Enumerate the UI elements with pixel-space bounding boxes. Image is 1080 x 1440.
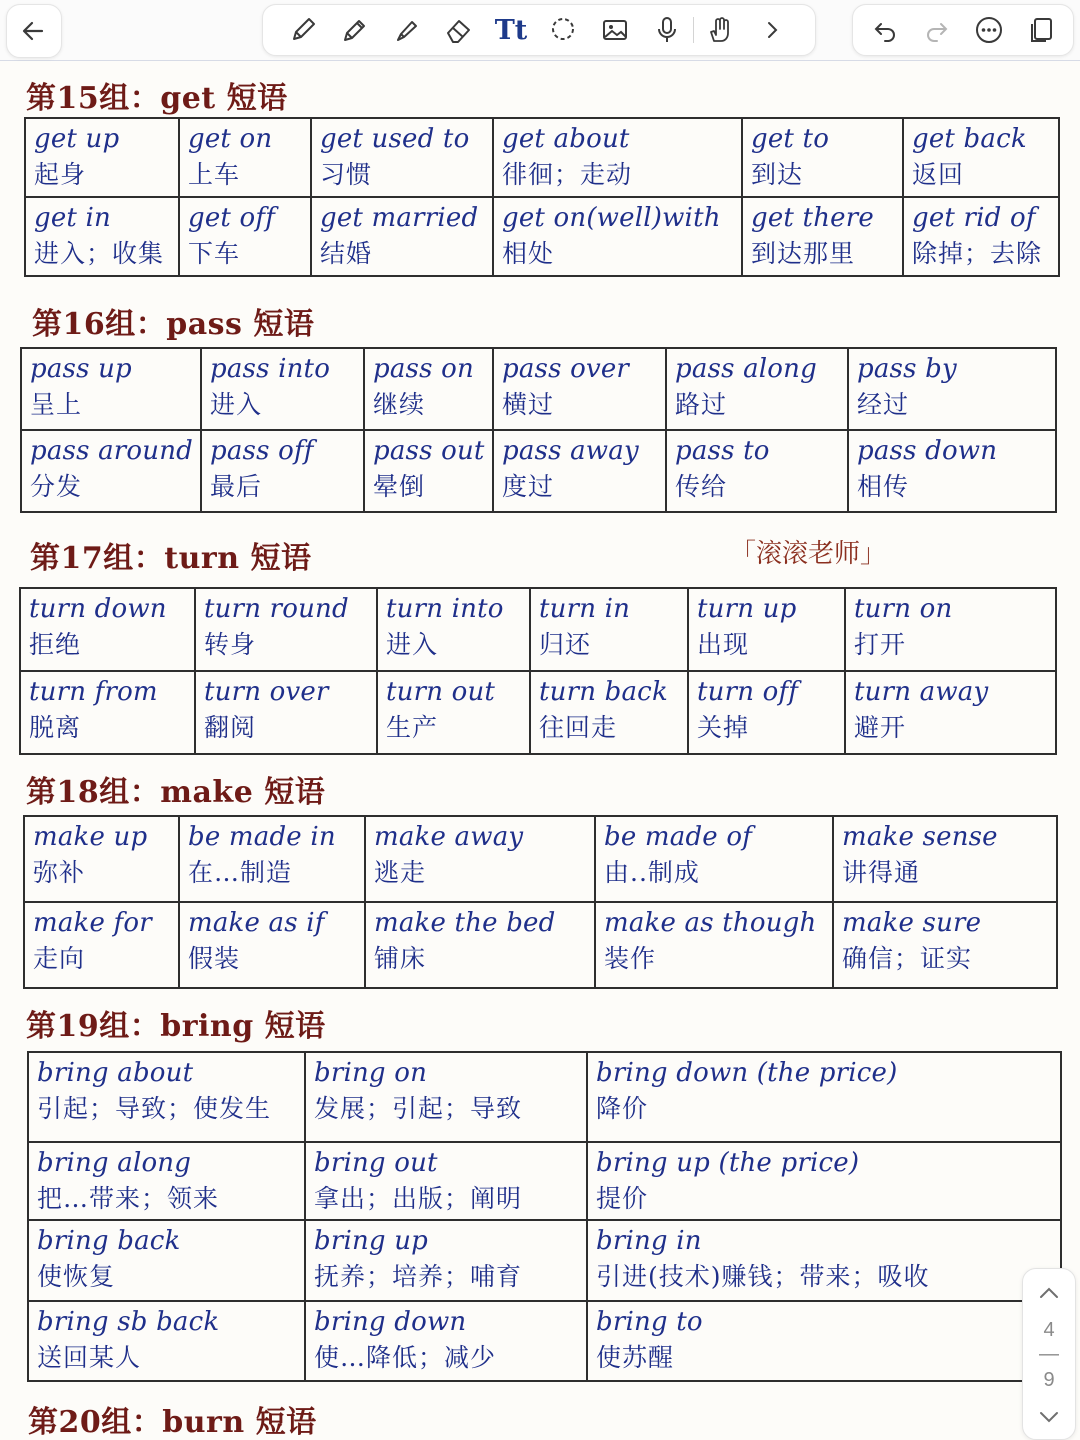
microphone-icon[interactable] xyxy=(641,4,693,56)
more-options-icon[interactable] xyxy=(963,4,1015,56)
phrase-cell xyxy=(20,671,195,754)
phrase-chinese: 拿出；出版；阐明 xyxy=(314,1184,523,1213)
phrase-english: pass up xyxy=(30,354,132,384)
phrase-chinese: 分发 xyxy=(30,472,83,501)
phrase-english: turn over xyxy=(204,677,329,707)
phrase-english: get used to xyxy=(320,124,470,154)
phrase-english: pass down xyxy=(857,436,998,466)
phrase-chinese: 习惯 xyxy=(320,160,373,189)
text-tool-glyph: Tt xyxy=(494,14,528,46)
phrase-cell xyxy=(195,671,377,754)
phrase-english: bring sb back xyxy=(37,1307,220,1337)
phrase-cell xyxy=(24,902,179,988)
page-down-icon[interactable] xyxy=(1037,1407,1061,1432)
phrase-chinese: 把…带来；领来 xyxy=(37,1184,220,1213)
phrase-chinese: 避开 xyxy=(854,713,907,742)
phrase-chinese: 提价 xyxy=(596,1184,649,1213)
phrase-chinese: 到达 xyxy=(751,160,804,189)
phrase-chinese: 上车 xyxy=(188,160,241,189)
phrase-chinese: 进入 xyxy=(386,630,439,659)
phrase-chinese: 经过 xyxy=(857,390,910,419)
phrase-chinese: 关掉 xyxy=(697,713,750,742)
table-row xyxy=(21,348,1056,430)
phrase-cell xyxy=(666,430,848,512)
phrase-english: turn down xyxy=(29,594,167,624)
phrase-cell xyxy=(377,671,530,754)
phrase-english: make sure xyxy=(842,908,982,938)
image-tool-icon[interactable] xyxy=(589,4,641,56)
phrase-cell xyxy=(179,197,311,276)
phrase-cell xyxy=(493,118,742,197)
phrase-table-make xyxy=(23,815,1058,989)
phrase-english: make as if xyxy=(188,908,325,938)
table-row xyxy=(20,671,1056,754)
phrase-chinese: 路过 xyxy=(675,390,728,419)
phrase-chinese: 送回某人 xyxy=(37,1343,142,1372)
phrase-english: make as though xyxy=(604,908,817,938)
phrase-english: turn back xyxy=(539,677,668,707)
phrase-cell xyxy=(25,118,179,197)
phrase-english: turn round xyxy=(204,594,349,624)
phrase-english: pass into xyxy=(210,354,331,384)
phrase-cell xyxy=(179,118,311,197)
phrase-english: pass out xyxy=(373,436,485,466)
phrase-cell xyxy=(903,118,1059,197)
phrase-cell xyxy=(666,348,848,430)
phrase-cell xyxy=(848,430,1056,512)
phrase-cell xyxy=(28,1052,305,1142)
hand-touch-icon[interactable] xyxy=(694,4,746,56)
pencil-tool-icon[interactable] xyxy=(329,4,381,56)
phrase-english: get on(well)with xyxy=(502,203,721,233)
phrase-cell xyxy=(305,1052,587,1142)
phrase-english: get up xyxy=(34,124,120,154)
phrase-chinese: 使…降低；减少 xyxy=(314,1343,497,1372)
table-row xyxy=(28,1052,1061,1142)
phrase-cell xyxy=(179,816,365,902)
section-heading-turn: 第17组：turn 短语 xyxy=(30,541,312,576)
phrase-cell xyxy=(28,1220,305,1301)
phrase-chinese: 假装 xyxy=(188,944,241,973)
phrase-chinese: 度过 xyxy=(502,472,555,501)
phrase-cell xyxy=(364,430,493,512)
phrase-cell xyxy=(179,902,365,988)
phrase-cell xyxy=(587,1052,1061,1142)
phrase-table-turn xyxy=(19,587,1057,755)
phrase-english: turn up xyxy=(697,594,797,624)
phrase-chinese: 转身 xyxy=(204,630,257,659)
phrase-chinese: 引进(技术)赚钱；带来；吸收 xyxy=(596,1262,930,1291)
phrase-cell xyxy=(688,671,845,754)
pen-tool-icon[interactable] xyxy=(277,4,329,56)
teacher-signature: 「滚滚老师」 xyxy=(730,539,887,569)
phrase-cell xyxy=(493,348,666,430)
phrase-english: turn off xyxy=(697,677,799,707)
section-heading-pass: 第16组：pass 短语 xyxy=(32,307,315,342)
phrase-english: get to xyxy=(751,124,830,154)
phrase-chinese: 使苏醒 xyxy=(596,1343,675,1372)
actions-bar xyxy=(852,4,1074,56)
phrase-english: pass on xyxy=(373,354,474,384)
section-heading-bring: 第19组：bring 短语 xyxy=(26,1009,326,1044)
phrase-cell xyxy=(365,816,595,902)
phrase-cell xyxy=(28,1301,305,1381)
table-row xyxy=(21,430,1056,512)
phrase-english: get married xyxy=(320,203,479,233)
phrase-english: bring about xyxy=(37,1058,194,1088)
phrase-cell xyxy=(201,348,364,430)
undo-icon[interactable] xyxy=(859,4,911,56)
phrase-chinese: 最后 xyxy=(210,472,263,501)
phrase-cell xyxy=(742,118,903,197)
phrase-cell xyxy=(833,816,1057,902)
phrase-english: bring up (the price) xyxy=(596,1148,860,1178)
phrase-english: bring up xyxy=(314,1226,429,1256)
phrase-english: make for xyxy=(33,908,152,938)
phrase-cell xyxy=(195,588,377,671)
phrase-chinese: 降价 xyxy=(596,1094,649,1123)
phrase-chinese: 相处 xyxy=(502,239,555,268)
phrase-english: pass around xyxy=(30,436,194,466)
phrase-english: bring down (the price) xyxy=(596,1058,898,1088)
phrase-english: turn from xyxy=(29,677,158,707)
phrase-english: be made in xyxy=(188,822,336,852)
phrase-chinese: 确信；证实 xyxy=(842,944,973,973)
drawing-tools-bar xyxy=(262,4,816,56)
phrase-english: get off xyxy=(188,203,276,233)
phrase-chinese: 下车 xyxy=(188,239,241,268)
phrase-chinese: 除掉；去除 xyxy=(912,239,1043,268)
phrase-chinese: 讲得通 xyxy=(842,858,921,887)
phrase-cell xyxy=(845,671,1056,754)
phrase-english: bring in xyxy=(596,1226,702,1256)
phrase-chinese: 使恢复 xyxy=(37,1262,116,1291)
phrase-english: turn in xyxy=(539,594,631,624)
phrase-cell xyxy=(595,816,833,902)
phrase-english: turn out xyxy=(386,677,496,707)
phrase-english: get in xyxy=(34,203,112,233)
phrase-cell xyxy=(595,902,833,988)
phrase-english: bring down xyxy=(314,1307,467,1337)
phrase-english: make the bed xyxy=(374,908,556,938)
phrase-chinese: 弥补 xyxy=(33,858,86,887)
phrase-english: make sense xyxy=(842,822,998,852)
phrase-english: get rid of xyxy=(912,203,1036,233)
current-page-number: 4 xyxy=(1043,1319,1055,1341)
phrase-english: bring on xyxy=(314,1058,428,1088)
phrase-cell xyxy=(305,1301,587,1381)
highlighter-tool-icon[interactable] xyxy=(381,4,433,56)
phrase-english: turn away xyxy=(854,677,989,707)
phrase-cell xyxy=(587,1301,1061,1381)
phrase-chinese: 往回走 xyxy=(539,713,618,742)
section-heading-burn: 第20组：burn 短语 xyxy=(28,1405,317,1440)
phrase-table-get xyxy=(24,117,1060,277)
phrase-english: pass by xyxy=(857,354,957,384)
phrase-cell xyxy=(742,197,903,276)
phrase-english: be made of xyxy=(604,822,753,852)
table-row xyxy=(24,816,1057,902)
phrase-chinese: 引起；导致；使发生 xyxy=(37,1094,272,1123)
phrase-cell xyxy=(28,1142,305,1220)
total-page-number: 9 xyxy=(1043,1369,1055,1391)
phrase-cell xyxy=(530,671,688,754)
phrase-cell xyxy=(25,197,179,276)
phrase-table-pass xyxy=(20,347,1057,513)
table-row xyxy=(25,118,1059,197)
top-toolbar xyxy=(0,0,1080,61)
phrase-cell xyxy=(688,588,845,671)
phrase-chinese: 铺床 xyxy=(374,944,427,973)
phrase-chinese: 起身 xyxy=(34,160,87,189)
phrase-english: turn into xyxy=(386,594,504,624)
phrase-cell xyxy=(24,816,179,902)
phrase-cell xyxy=(365,902,595,988)
text-tool-icon[interactable] xyxy=(485,4,537,56)
phrase-chinese: 进入 xyxy=(210,390,263,419)
phrase-cell xyxy=(305,1220,587,1301)
table-row xyxy=(25,197,1059,276)
phrase-cell xyxy=(493,197,742,276)
phrase-english: bring back xyxy=(37,1226,181,1256)
phrase-cell xyxy=(21,430,201,512)
phrase-english: get about xyxy=(502,124,630,154)
phrase-chinese: 发展；引起；导致 xyxy=(314,1094,523,1123)
phrase-cell xyxy=(587,1142,1061,1220)
phrase-english: make up xyxy=(33,822,148,852)
page-separator: — xyxy=(1039,1343,1059,1365)
phrase-chinese: 出现 xyxy=(697,630,750,659)
lasso-tool-icon[interactable] xyxy=(537,4,589,56)
phrase-english: pass over xyxy=(502,354,630,384)
phrase-table-bring xyxy=(27,1051,1062,1382)
table-row xyxy=(28,1301,1061,1381)
phrase-chinese: 打开 xyxy=(854,630,907,659)
phrase-chinese: 进入；收集 xyxy=(34,239,165,268)
phrase-cell xyxy=(848,348,1056,430)
phrase-chinese: 抚养；培养；哺育 xyxy=(314,1262,523,1291)
phrase-english: bring along xyxy=(37,1148,192,1178)
phrase-english: pass away xyxy=(502,436,639,466)
phrase-cell xyxy=(311,118,493,197)
phrase-cell xyxy=(20,588,195,671)
phrase-cell xyxy=(21,348,201,430)
phrase-cell xyxy=(587,1220,1061,1301)
phrase-english: pass along xyxy=(675,354,817,384)
phrase-cell xyxy=(530,588,688,671)
phrase-english: make away xyxy=(374,822,524,852)
phrase-chinese: 逃走 xyxy=(374,858,427,887)
phrase-chinese: 走向 xyxy=(33,944,86,973)
chevron-right-icon[interactable] xyxy=(746,4,798,56)
back-arrow-icon xyxy=(7,5,59,57)
phrase-chinese: 脱离 xyxy=(29,713,82,742)
phrase-chinese: 返回 xyxy=(912,160,965,189)
table-row xyxy=(28,1220,1061,1301)
phrase-chinese: 继续 xyxy=(373,390,426,419)
phrase-cell xyxy=(377,588,530,671)
phrase-cell xyxy=(311,197,493,276)
redo-icon[interactable] xyxy=(911,4,963,56)
phrase-chinese: 翻阅 xyxy=(204,713,257,742)
pages-copy-icon[interactable] xyxy=(1015,4,1067,56)
phrase-chinese: 拒绝 xyxy=(29,630,82,659)
phrase-chinese: 横过 xyxy=(502,390,555,419)
phrase-english: get back xyxy=(912,124,1027,154)
phrase-chinese: 生产 xyxy=(386,713,439,742)
phrase-english: pass to xyxy=(675,436,770,466)
eraser-tool-icon[interactable] xyxy=(433,4,485,56)
table-row xyxy=(24,902,1057,988)
phrase-cell xyxy=(201,430,364,512)
phrase-cell xyxy=(493,430,666,512)
phrase-english: bring to xyxy=(596,1307,703,1337)
notebook-page xyxy=(0,61,1080,1440)
phrase-english: pass off xyxy=(210,436,314,466)
page-up-icon[interactable] xyxy=(1037,1283,1061,1308)
phrase-chinese: 徘徊；走动 xyxy=(502,160,633,189)
phrase-chinese: 由..制成 xyxy=(604,858,700,887)
phrase-chinese: 相传 xyxy=(857,472,910,501)
page-navigator xyxy=(1022,1268,1076,1440)
section-heading-get: 第15组：get 短语 xyxy=(26,81,288,116)
phrase-chinese: 在…制造 xyxy=(188,858,293,887)
table-row xyxy=(20,588,1056,671)
phrase-english: bring out xyxy=(314,1148,438,1178)
section-heading-make: 第18组：make 短语 xyxy=(26,775,326,810)
table-row xyxy=(28,1142,1061,1220)
phrase-cell xyxy=(833,902,1057,988)
phrase-english: turn on xyxy=(854,594,953,624)
phrase-english: get there xyxy=(751,203,874,233)
phrase-chinese: 装作 xyxy=(604,944,657,973)
phrase-cell xyxy=(903,197,1059,276)
back-button[interactable] xyxy=(6,4,62,58)
phrase-chinese: 呈上 xyxy=(30,390,83,419)
phrase-chinese: 归还 xyxy=(539,630,592,659)
phrase-chinese: 传给 xyxy=(675,472,728,501)
phrase-english: get on xyxy=(188,124,273,154)
phrase-cell xyxy=(364,348,493,430)
phrase-chinese: 晕倒 xyxy=(373,472,426,501)
phrase-cell xyxy=(845,588,1056,671)
phrase-cell xyxy=(305,1142,587,1220)
phrase-chinese: 结婚 xyxy=(320,239,373,268)
phrase-chinese: 到达那里 xyxy=(751,239,856,268)
